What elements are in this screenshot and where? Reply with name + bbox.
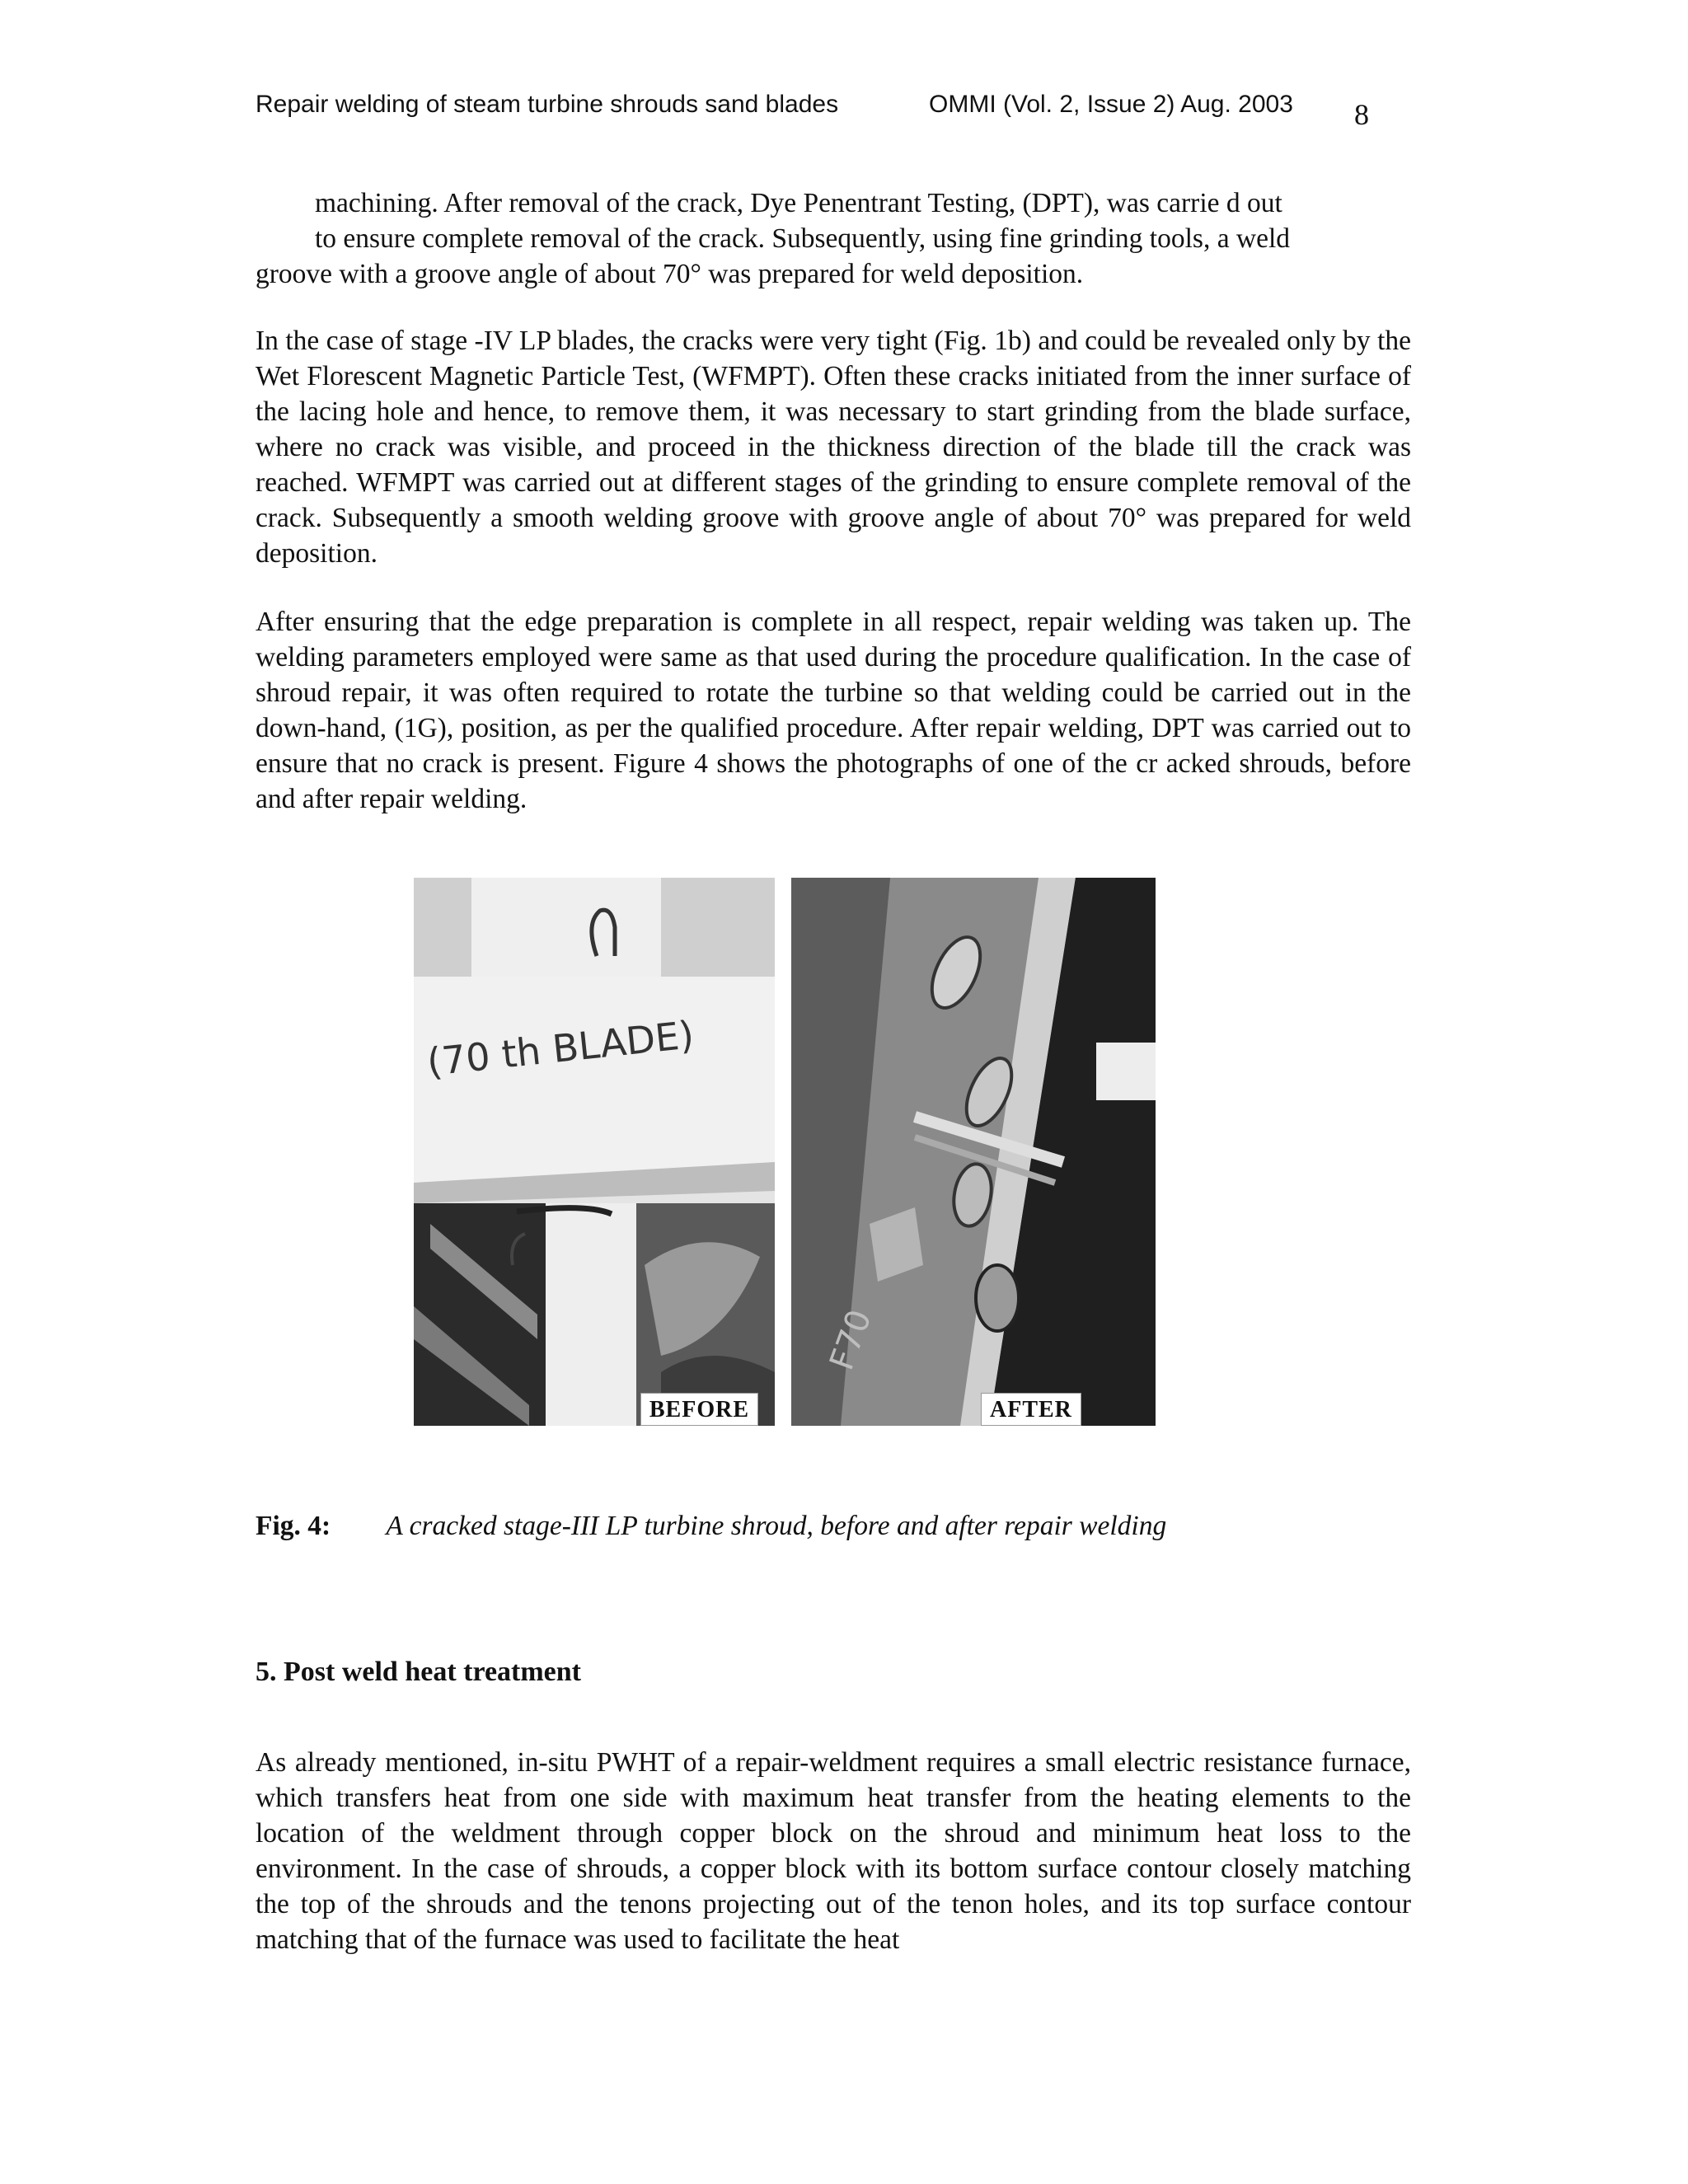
figure-caption	[256, 1511, 1411, 1542]
paragraph-line: machining. After removal of the crack, Dye Penentrant Testing, (DPT), was carrie d out	[315, 188, 1282, 218]
paragraph-repair-welding: After ensuring that the edge preparation is complete in all respect, repair welding was taken up. The welding parameters employed were same as that used during the procedure qualification. In the case of shroud repair, it was often required to rotate the turbine so that welding could be carried out in the down-hand, (1G), position, as per the qualified procedure. After repair welding, DPT was carried out to ensure that no crack is present. Figure 4 shows the photographs of one of the cr acked shrouds, before and after repair welding.	[256, 607, 1411, 814]
paragraph-continued	[256, 185, 1411, 292]
handwritten-label-before: (70 th BLADE)	[424, 1012, 696, 1085]
figure-caption-label: Fig. 4:	[256, 1511, 331, 1541]
after-photo	[791, 878, 1156, 1426]
figure-4	[414, 878, 1156, 1426]
running-header-journal: OMMI (Vol. 2, Issue 2) Aug. 2003	[929, 91, 1293, 118]
paragraph-pwht: As already mentioned, in-situ PWHT of a repair-weldment requires a small electric resistance furnace, which transfers heat from one side with maximum heat transfer from the heating elements to the location of the weldment through copper block on the shroud and minimum heat loss to the environment. In the case of shrouds, a copper block with its bottom surface contour closely matching the top of the shrouds and the tenons projecting out of the tenon holes, and its top surface contour matching that of the furnace was used to facilitate the heat	[256, 1747, 1411, 1955]
after-photo-image	[791, 878, 1156, 1426]
paragraph-stage-iv-blades: In the case of stage -IV LP blades, the cracks were very tight (Fig. 1b) and could be revealed only by the Wet Florescent Magnetic Particle Test, (WFMPT). Often these cracks initiated from the inner surface of the lacing hole and hence, to remove them, it was necessary to start grinding from the blade surface, where no crack was visible, and proceed in the thickness direction of the blade till the crack was reached. WFMPT was carried out at different stages of the grinding to ensure complete removal of the crack. Subsequently a smooth welding groove with groove angle of about 70° was prepared for weld deposition.	[256, 326, 1411, 569]
paragraph-line: groove with a groove angle of about 70° was prepared for weld deposition.	[256, 259, 1084, 289]
before-photo	[414, 878, 775, 1426]
handwritten-label-after: F70	[823, 1305, 879, 1376]
after-label: AFTER	[981, 1393, 1081, 1426]
before-photo-image	[414, 878, 775, 1426]
running-header-title: Repair welding of steam turbine shrouds sand blades	[256, 91, 839, 118]
figure-caption-text: A cracked stage-III LP turbine shroud, before and after repair welding	[386, 1511, 1167, 1541]
paragraph-line: to ensure complete removal of the crack. Subsequently, using fine grinding tools, a weld	[315, 223, 1291, 254]
page-number: 8	[1354, 98, 1369, 131]
section-heading: 5. Post weld heat treatment	[256, 1657, 582, 1687]
before-label: BEFORE	[640, 1393, 758, 1426]
